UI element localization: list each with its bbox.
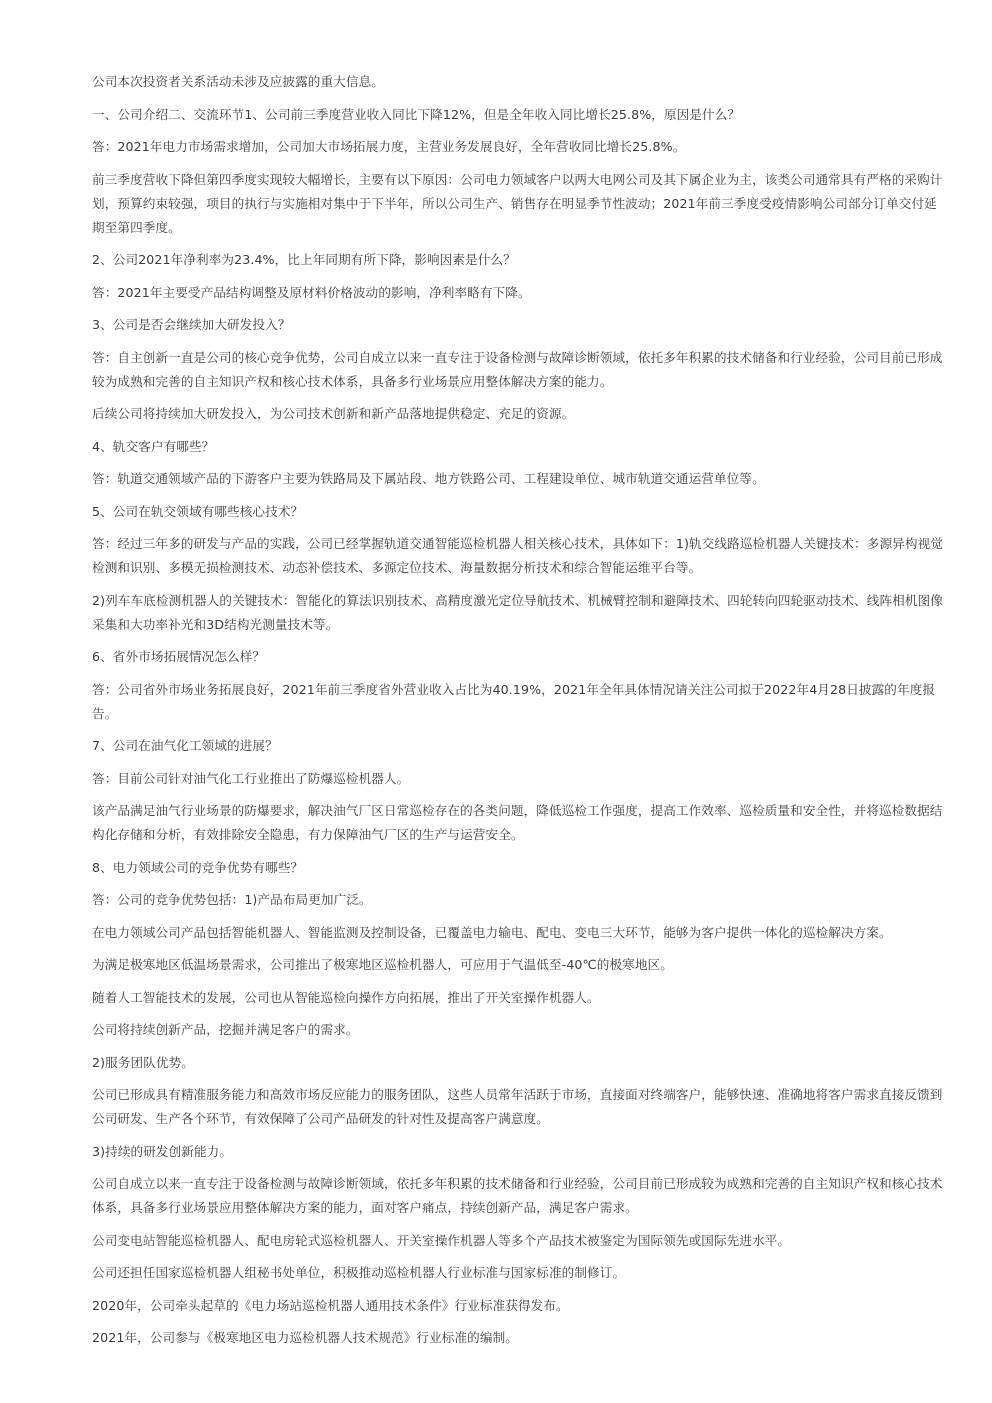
question-2: 2、公司2021年净利率为23.4%，比上年同期有所下降，影响因素是什么？ [92,252,516,267]
answer-4: 答：轨道交通领域产品的下游客户主要为铁路局及下属站段、地方铁路公司、工程建设单位、城市轨道交通运营单位等。 [92,471,765,486]
answer-5-detail: 2)列车车底检测机器人的关键技术：智能化的算法识别技术、高精度激光定位导航技术、机械臂控制和避障技术、四轮转向四轮驱动技术、线阵相机图像采集和大功率补光和3D结构光测量技术等。 [92,592,943,632]
question-4: 4、轨交客户有哪些？ [92,438,215,454]
advantage-rd-detail-5: 2021年，公司参与《极寒地区电力巡检机器人技术规范》行业标准的编制。 [92,1330,518,1345]
question-8: 8、电力领域公司的竞争优势有哪些？ [92,859,304,875]
advantage-service-team-detail: 公司已形成具有精准服务能力和高效市场反应能力的服务团队，这些人员常年活跃于市场，直接面对终端客户，能够快速、准确地将客户需求直接反馈到公司研发、生产各个环节，有效保障了公司产品研发的针对性及提高客户满意度。 [92,1087,943,1126]
advantage-rd-detail-3: 公司还担任国家巡检机器人组秘书处单位，积极推动巡检机器人行业标准与国家标准的制修订。 [92,1265,626,1280]
answer-1: 答：2021年电力市场需求增加，公司加大市场拓展力度，主营业务发展良好，全年营收同比增长25.8%。 [92,139,686,154]
question-3: 3、公司是否会继续加大研发投入？ [92,317,291,332]
question-5: 5、公司在轨交领域有哪些核心技术？ [92,503,304,519]
answer-3: 答：自主创新一直是公司的核心竞争优势，公司自成立以来一直专注于设备检测与故障诊断领域，依托多年积累的技术储备和行业经验，公司目前已形成较为成熟和完善的自主知识产权和核心技术体系，具备多行业场景应用整体解决方案的能力。 [92,349,943,389]
answer-8: 答：公司的竞争优势包括：1)产品布局更加广泛。 [92,892,372,907]
advantage-rd-heading: 3)持续的研发创新能力。 [92,1143,233,1159]
answer-3-detail: 后续公司将持续加大研发投入，为公司技术创新和新产品落地提供稳定、充足的资源。 [92,406,575,421]
answer-8-detail-4: 公司将持续创新产品，挖掘并满足客户的需求。 [92,1022,359,1037]
question-1: 一、公司介绍二、交流环节1、公司前三季度营业收入同比下降12%，但是全年收入同比增长25.8%，原因是什么？ [92,106,741,122]
paragraph-disclosure-note: 公司本次投资者关系活动未涉及应披露的重大信息。 [92,74,384,89]
advantage-rd-detail-4: 2020年，公司牵头起草的《电力场站巡检机器人通用技术条件》行业标准获得发布。 [92,1297,569,1313]
answer-8-detail-1: 在电力领域公司产品包括智能机器人、智能监测及控制设备，已覆盖电力输电、配电、变电三大环节，能够为客户提供一体化的巡检解决方案。 [92,924,892,940]
answer-1-detail: 前三季度营收下降但第四季度实现较大幅增长，主要有以下原因：公司电力领域客户以两大电网公司及其下属企业为主，该类公司通常具有严格的采购计划，预算约束较强，项目的执行与实施相对集中于下半年，所以公司生产、销售存在明显季节性波动；2021年前三季度受疫情影响公司部分订单交付延期至第四季度。 [92,171,943,235]
answer-7: 答：目前公司针对油气化工行业推出了防爆巡检机器人。 [92,770,410,786]
question-7: 7、公司在油气化工领域的进展？ [92,738,278,753]
answer-2: 答：2021年主要受产品结构调整及原材料价格波动的影响，净利率略有下降。 [92,284,531,300]
advantage-service-team-heading: 2)服务团队优势。 [92,1054,194,1070]
answer-7-detail: 该产品满足油气行业场景的防爆要求，解决油气厂区日常巡检存在的各类问题，降低巡检工作强度，提高工作效率、巡检质量和安全性，并将巡检数据结构化存储和分析，有效排除安全隐患，有力保障油气厂区的生产与运营安全。 [92,803,943,842]
advantage-rd-detail-2: 公司变电站智能巡检机器人、配电房轮式巡检机器人、开关室操作机器人等多个产品技术被鉴定为国际领先或国际先进水平。 [92,1232,791,1248]
answer-8-detail-2: 为满足极寒地区低温场景需求，公司推出了极寒地区巡检机器人，可应用于气温低至-40℃的极寒地区。 [92,957,673,972]
advantage-rd-detail-1: 公司自成立以来一直专注于设备检测与故障诊断领域，依托多年积累的技术储备和行业经验，公司目前已形成较为成熟和完善的自主知识产权和核心技术体系，具备多行业场景应用整体解决方案的能力，面对客户痛点，持续创新产品，满足客户需求。 [92,1176,943,1215]
document-page [92,70,944,1359]
answer-5: 答：经过三年多的研发与产品的实践，公司已经掌握轨道交通智能巡检机器人相关核心技术，具体如下：1)轨交线路巡检机器人关键技术：多源异构视觉检测和识别、多模无损检测技术、动态补偿技术、多源定位技术、海量数据分析技术和综合智能运维平台等。 [92,536,943,575]
question-6: 6、省外市场拓展情况怎么样？ [92,649,266,664]
answer-6: 答：公司省外市场业务拓展良好，2021年前三季度省外营业收入占比为40.19%，2021年全年具体情况请关注公司拟于2022年4月28日披露的年度报告。 [92,681,936,721]
answer-8-detail-3: 随着人工智能技术的发展，公司也从智能巡检向操作方向拓展，推出了开关室操作机器人。 [92,989,600,1005]
